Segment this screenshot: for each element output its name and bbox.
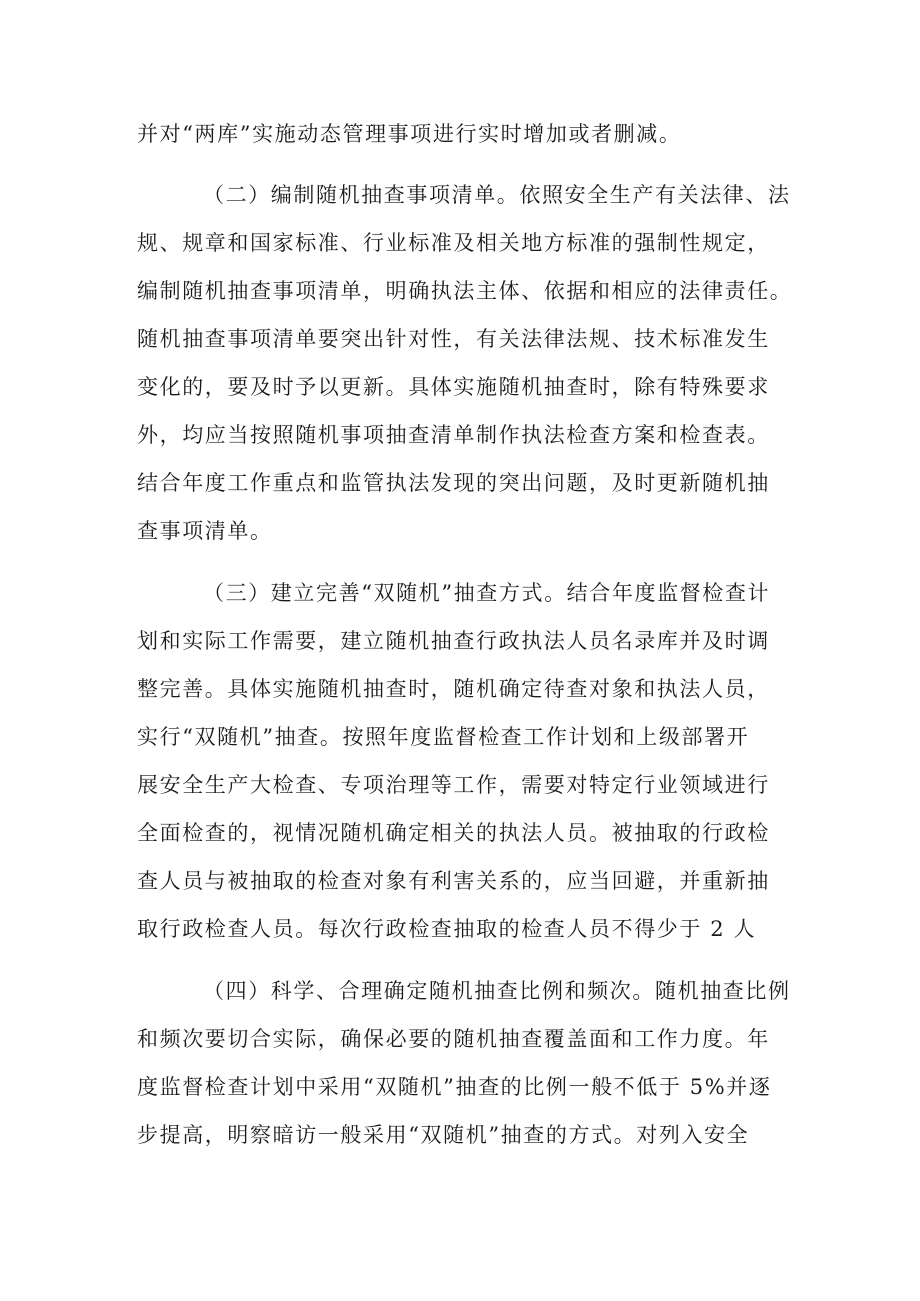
text-line: 展安全生产大检查、专项治理等工作，需要对特定行业领域进行	[137, 773, 770, 797]
text-line: 和频次要切合实际，确保必要的随机抽查覆盖面和工作力度。年	[137, 1027, 770, 1051]
text-line: 查事项清单。	[137, 519, 273, 543]
text-line: 编制随机抽查事项清单，明确执法主体、依据和相应的法律责任。	[137, 279, 793, 303]
text-line: 外，均应当按照随机事项抽查清单制作执法检查方案和检查表。	[137, 423, 770, 447]
text-line: 整完善。具体实施随机抽查时，随机确定待查对象和执法人员，	[137, 677, 770, 701]
text-line: 实行“双随机”抽查。按照年度监督检查工作计划和上级部署开	[137, 725, 750, 749]
text-line: 变化的，要及时予以更新。具体实施随机抽查时，除有特殊要求	[137, 375, 770, 399]
text-line: 全面检查的，视情况随机确定相关的执法人员。被抽取的行政检	[137, 821, 770, 845]
text-line: 并对“两库”实施动态管理事项进行实时增加或者删减。	[137, 122, 682, 146]
text-line: 取行政检查人员。每次行政检查抽取的检查人员不得少于 2 人	[137, 917, 757, 941]
section-heading-line: （四）科学、合理确定随机抽查比例和频次。随机抽查比例	[203, 979, 791, 1003]
text-line: 度监督检查计划中采用“双随机”抽查的比例一般不低于 5%并逐	[137, 1075, 772, 1099]
text-line: 查人员与被抽取的检查对象有利害关系的，应当回避，并重新抽	[137, 869, 770, 893]
section-heading-line: （三）建立完善“双随机”抽查方式。结合年度监督检查计	[203, 581, 771, 605]
text-line: 规、规章和国家标准、行业标准及相关地方标准的强制性规定，	[137, 231, 770, 255]
text-line: 随机抽查事项清单要突出针对性，有关法律法规、技术标准发生	[137, 327, 770, 351]
text-line: 步提高，明察暗访一般采用“双随机”抽查的方式。对列入安全	[137, 1123, 750, 1147]
text-line: 结合年度工作重点和监管执法发现的突出问题，及时更新随机抽	[137, 471, 770, 495]
text-line: 划和实际工作需要，建立随机抽查行政执法人员名录库并及时调	[137, 629, 770, 653]
section-heading-line: （二）编制随机抽查事项清单。依照安全生产有关法律、法	[203, 183, 791, 207]
